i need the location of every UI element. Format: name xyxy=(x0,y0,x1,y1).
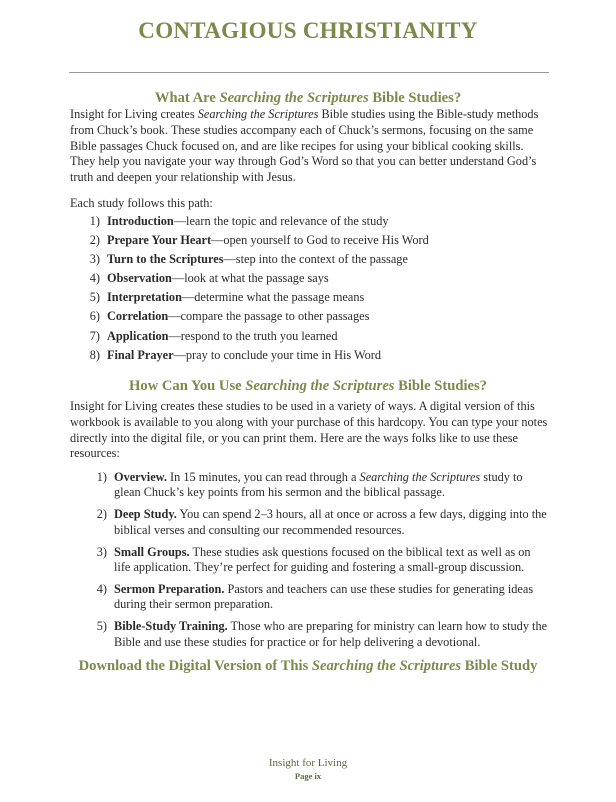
list-number: 3) xyxy=(96,544,107,559)
intro-paragraph xyxy=(70,107,550,186)
list-number: 1) xyxy=(96,470,107,484)
list-number: 3) xyxy=(89,252,100,267)
page-number: Page ix xyxy=(294,771,322,781)
step-desc: —open yourself to God to receive His Word xyxy=(211,233,429,248)
link-italic[interactable]: Searching the Scriptures xyxy=(311,658,462,674)
list-number: 8) xyxy=(89,347,100,362)
use-term: Bible-Study Training. xyxy=(114,619,228,634)
list-item xyxy=(70,252,550,271)
step-term: Application xyxy=(107,328,169,343)
section-heading-how-can xyxy=(0,378,616,395)
study-path-list xyxy=(70,214,550,367)
list-item xyxy=(70,470,550,501)
heading-text: How Can You Use xyxy=(129,378,246,394)
step-desc: —determine what the passage means xyxy=(181,290,365,305)
step-term: Turn to the Scriptures xyxy=(107,252,224,267)
step-term: Correlation xyxy=(107,309,169,324)
step-desc: —step into the context of the passage xyxy=(223,252,408,267)
list-item xyxy=(70,545,550,576)
list-item xyxy=(70,329,550,348)
list-item xyxy=(70,290,550,309)
step-term: Observation xyxy=(107,271,172,286)
list-item xyxy=(70,619,550,650)
use-body xyxy=(114,545,550,576)
use-text: Pastors and teachers can use these studies for generating ideas during their sermon preparation. xyxy=(114,581,534,612)
use-italic: Searching the Scriptures xyxy=(359,470,481,484)
list-item xyxy=(70,309,550,328)
step-desc: —pray to conclude your time in His Word xyxy=(173,347,382,362)
step-term: Prepare Your Heart xyxy=(107,233,212,248)
use-text: You can spend 2–3 hours, all at once or across a few days, digging into the biblical verses and consulting our recommended resources. xyxy=(114,507,547,537)
list-number: 4) xyxy=(89,271,100,286)
para-italic: Searching the Scriptures xyxy=(197,107,319,121)
use-text: study to glean Chuck’s key points from his sermon and the biblical passage. xyxy=(114,470,523,500)
para-text: Bible studies using the Bible-study methods from Chuck’s book. These studies accompany each of Chuck’s sermons, focusing on the same Bible passages Chuck focused on, and are like recipes for using your biblical cooking skills. They help you navigate your way through God’s Word so that you can better understand God’s truth and deepen your relationship with Jesus. xyxy=(70,107,539,185)
heading-italic: Searching the Scriptures xyxy=(219,90,369,106)
step-desc: —learn the topic and relevance of the study xyxy=(173,214,389,228)
list-number: 4) xyxy=(96,581,107,596)
path-intro: Each study follows this path: xyxy=(70,196,213,210)
step-term: Final Prayer xyxy=(107,347,174,362)
list-item xyxy=(70,582,550,613)
list-item xyxy=(70,507,550,538)
link-text[interactable]: Download the Digital Version of This xyxy=(78,658,312,674)
list-number: 5) xyxy=(96,619,107,634)
list-number: 5) xyxy=(89,290,100,305)
uses-paragraph: Insight for Living creates these studies to be used in a variety of ways. A digital version of this workbook is available to you along with your purchase of this hardcopy. You can type your notes directly into the digital file, or you can print them. Here are the ways folks like to use these resources: xyxy=(70,399,548,461)
download-digital-version-link[interactable] xyxy=(0,658,616,675)
step-desc: —look at what the passage says xyxy=(171,271,329,286)
use-body xyxy=(114,582,550,613)
use-term: Overview. xyxy=(114,470,167,484)
heading-text: Bible Studies? xyxy=(368,90,462,106)
heading-italic: Searching the Scriptures xyxy=(245,378,395,394)
list-number: 6) xyxy=(89,309,100,324)
list-number: 1) xyxy=(89,214,100,228)
page-title: CONTAGIOUS CHRISTIANITY xyxy=(138,18,478,43)
use-term: Sermon Preparation. xyxy=(114,581,225,596)
use-text: In 15 minutes, you can read through a xyxy=(166,470,360,484)
list-number: 2) xyxy=(89,233,100,248)
step-desc: —compare the passage to other passages xyxy=(168,309,370,324)
list-item xyxy=(70,214,550,233)
uses-list xyxy=(70,470,550,657)
section-heading-what-are xyxy=(0,90,616,107)
list-item xyxy=(70,348,550,367)
footer-publisher: Insight for Living xyxy=(268,757,348,769)
list-item xyxy=(70,271,550,290)
list-number: 2) xyxy=(96,507,107,522)
use-body xyxy=(114,507,550,538)
use-term: Deep Study. xyxy=(114,507,177,522)
heading-text: What Are xyxy=(154,90,220,106)
step-term: Interpretation xyxy=(107,290,182,305)
list-number: 7) xyxy=(89,328,100,343)
para-text: Insight for Living creates xyxy=(70,107,198,121)
use-text: Those who are preparing for ministry can learn how to study the Bible and use these studies for practice or for help delivering a devotional. xyxy=(114,619,548,649)
use-body xyxy=(114,470,550,501)
list-item xyxy=(70,233,550,252)
heading-text: Bible Studies? xyxy=(394,378,487,394)
step-desc: —respond to the truth you learned xyxy=(168,328,338,343)
use-body xyxy=(114,619,550,650)
use-text: These studies ask questions focused on the biblical text as well as on life application. They’re perfect for guiding and fostering a small-group discussion. xyxy=(114,544,531,575)
link-text[interactable]: Bible Study xyxy=(461,658,538,674)
use-term: Small Groups. xyxy=(114,544,190,559)
step-term: Introduction xyxy=(107,214,174,228)
title-divider xyxy=(69,72,549,73)
